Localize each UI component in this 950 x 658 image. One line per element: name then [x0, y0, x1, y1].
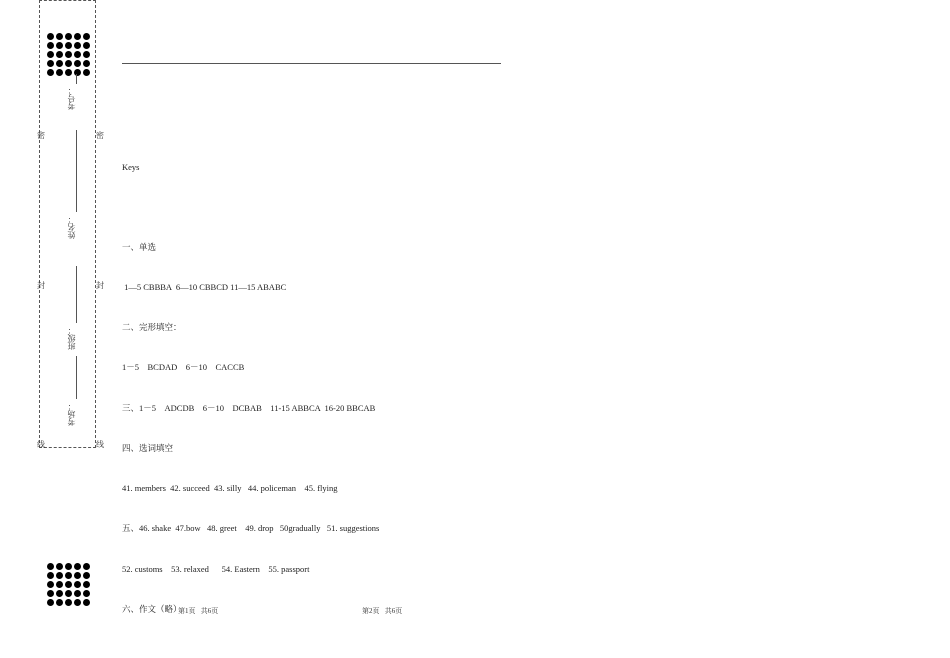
answer-line: 五、46. shake 47.bow 48. greet 49. drop 50gradually 51. suggestions — [122, 523, 380, 534]
alignment-dot-grid-top — [46, 32, 91, 77]
seal-char-mi-right: 密 — [96, 131, 104, 140]
answer-line: 三、1－5 ADCDB 6－10 DCBAB 11-15 ABBCA 16-20 BBCAB — [122, 402, 376, 413]
student-name-label: 姓名： — [67, 215, 76, 239]
answer-line: 1－5 BCDAD 6－10 CACCB — [122, 362, 245, 373]
exam-number-label: 考号： — [67, 86, 76, 110]
page-number-left: 第1页 共6页 — [178, 607, 219, 615]
header-rule-line — [122, 63, 501, 64]
answer-key-list — [122, 214, 379, 630]
student-name-line[interactable] — [76, 130, 77, 212]
answer-line: 52. customs 53. relaxed 54. Eastern 55. passport — [122, 563, 310, 574]
exam-number-line[interactable] — [76, 74, 77, 84]
page-number-right: 第2页 共6页 — [362, 607, 403, 615]
answer-line: 1—5 CBBBA 6—10 CBBCD 11—15 ABABC — [122, 282, 287, 293]
answer-line: 41. members 42. succeed 43. silly 44. policeman 45. flying — [122, 483, 338, 494]
class-line[interactable] — [76, 266, 77, 323]
exam-room-label: 考场： — [67, 402, 76, 426]
seal-char-xian-right: 线 — [96, 440, 104, 449]
answer-line: 一、单选 — [122, 241, 157, 252]
alignment-dot-grid-bottom — [46, 562, 91, 607]
exam-room-line[interactable] — [76, 356, 77, 399]
seal-char-feng-left: 封 — [37, 281, 45, 290]
answer-line: 四、选词填空 — [122, 442, 174, 453]
seal-char-feng-right: 封 — [96, 281, 104, 290]
seal-char-mi-left: 密 — [37, 131, 45, 140]
class-label: 班级： — [67, 326, 76, 350]
seal-char-xian-left: 线 — [37, 440, 45, 449]
keys-title: Keys — [122, 162, 140, 172]
answer-line: 二、完形填空： — [122, 322, 182, 333]
answer-line: 六、作文（略） — [122, 603, 182, 614]
